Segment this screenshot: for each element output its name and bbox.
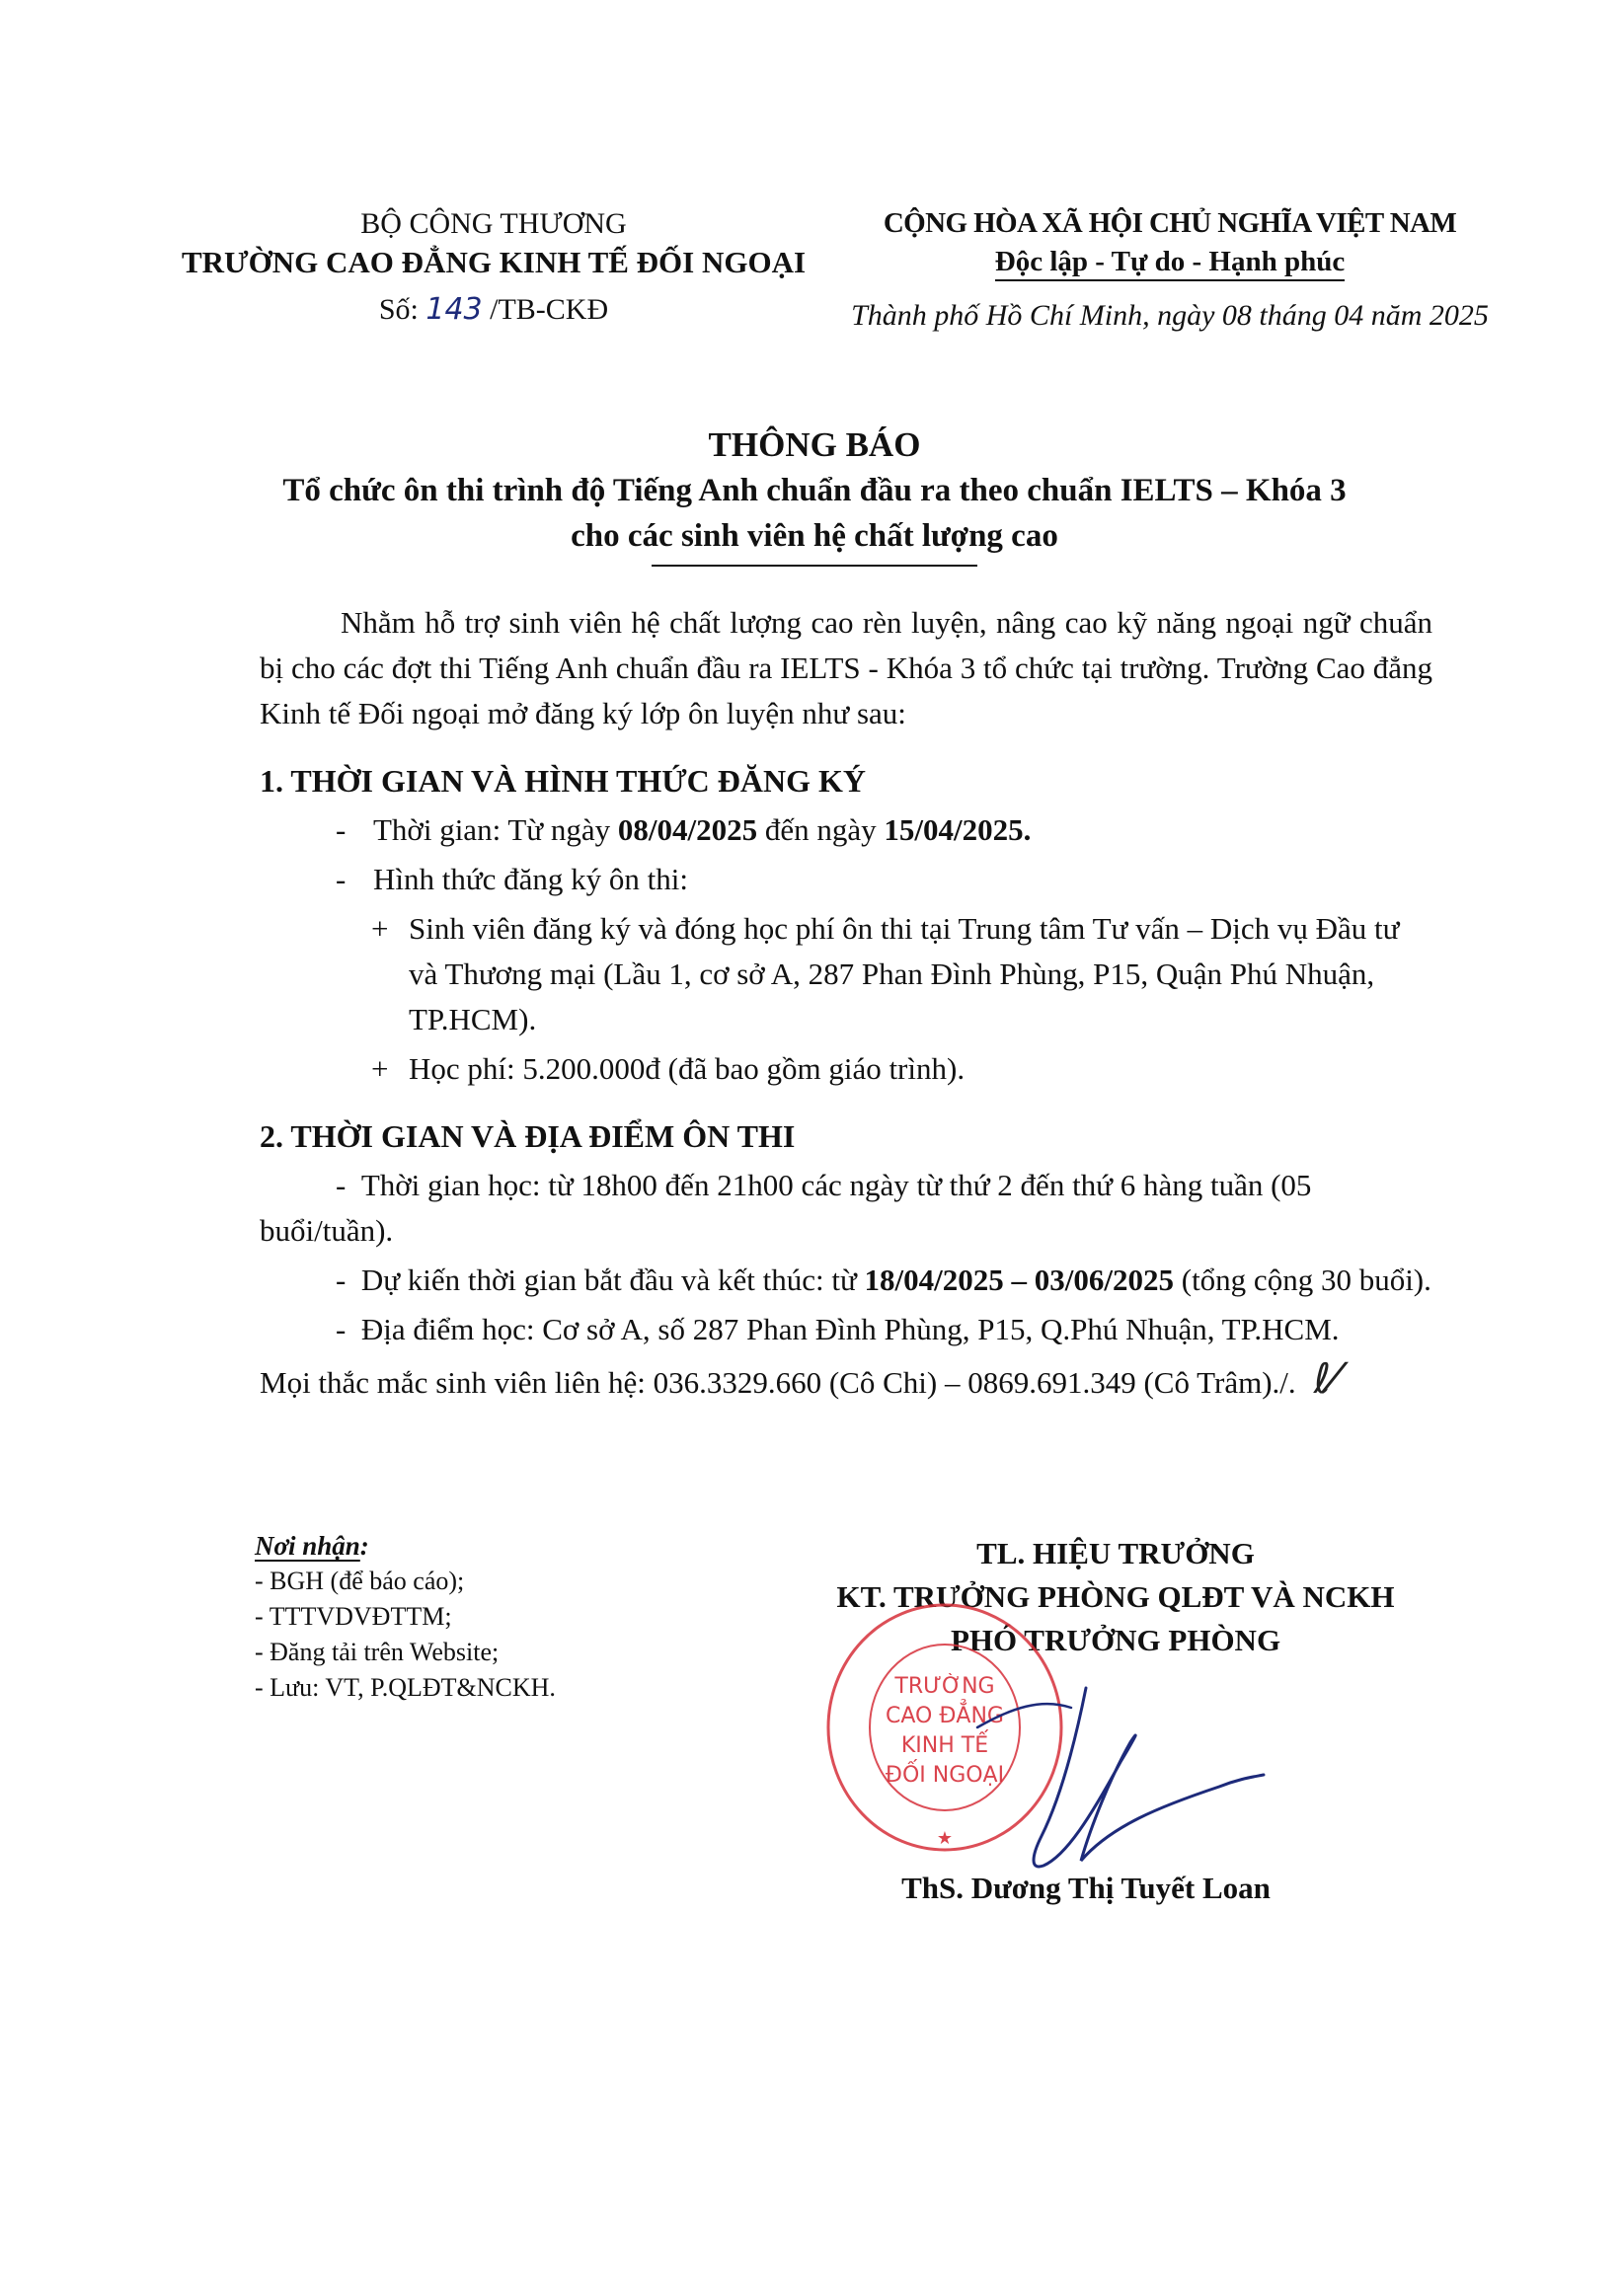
signature-line-3: PHÓ TRƯỞNG PHÒNG (950, 1623, 1281, 1657)
section-2-heading: 2. THỜI GIAN VÀ ĐỊA ĐIỂM ÔN THI (260, 1118, 796, 1154)
contact-info: Mọi thắc mắc sinh viên liên hệ: 036.3329.660 (Cô Chi) – 0869.691.349 (Cô Trâm)./. ℓ⁄ (260, 1354, 1339, 1403)
recipients-title: Nơi nhận: (255, 1531, 369, 1561)
recipient-item: - Lưu: VT, P.QLĐT&NCKH. (255, 1673, 556, 1702)
title-line-2: cho các sinh viên hệ chất lượng cao (571, 518, 1058, 554)
registration-location: + Sinh viên đăng ký và đóng học phí ôn thi tại Trung tâm Tư vấn – Dịch vụ Đầu tư và Thương mại (Lầu 1, cơ sở A, 287 Phan Đình Phùng, P15, Quận Phú Nhuận, TP.HCM). (371, 911, 1400, 1036)
class-schedule: - Thời gian học: từ 18h00 đến 21h00 các ngày từ thứ 2 đến thứ 6 hàng tuần (05 buổi/tuần). (260, 1168, 1312, 1248)
initial-mark: ℓ⁄ (1313, 1354, 1339, 1403)
republic-name: CỘNG HÒA XÃ HỘI CHỦ NGHĨA VIỆT NAM (883, 207, 1457, 239)
document-number (158, 292, 829, 327)
signature-line-2: KT. TRƯỞNG PHÒNG QLĐT VÀ NCKH (836, 1579, 1395, 1614)
registration-form: - Hình thức đăng ký ôn thi: (336, 862, 689, 896)
place-date: Thành phố Hồ Chí Minh, ngày 08 tháng 04 năm 2025 (851, 299, 1489, 332)
seal-line: KINH TẾ (900, 1733, 989, 1758)
seal-line: TRƯỜNG (894, 1674, 995, 1699)
signer-name: ThS. Dương Thị Tuyết Loan (901, 1871, 1271, 1905)
intro-paragraph: Nhằm hỗ trợ sinh viên hệ chất lượng cao rèn luyện, nâng cao kỹ năng ngoại ngữ chuẩn bị cho các đợt thi Tiếng Anh chuẩn đầu ra IELTS - Khóa 3 tổ chức tại trường. Trường Cao đẳng Kinh tế Đối ngoại mở đăng ký lớp ôn luyện như sau: (260, 605, 1432, 730)
school-name: TRƯỜNG CAO ĐẲNG KINH TẾ ĐỐI NGOẠI (181, 245, 807, 279)
class-location: - Địa điểm học: Cơ sở A, số 287 Phan Đình Phùng, P15, Q.Phú Nhuận, TP.HCM. (336, 1312, 1340, 1346)
section-1-heading: 1. THỜI GIAN VÀ HÌNH THỨC ĐĂNG KÝ (260, 763, 866, 799)
issuer-header (158, 207, 829, 327)
doc-no-handwritten: 143 (425, 292, 483, 327)
course-duration: - Dự kiến thời gian bắt đầu và kết thúc: từ 18/04/2025 – 03/06/2025 (tổng cộng 30 buổi). (336, 1263, 1431, 1297)
signature-line-1: TL. HIỆU TRƯỞNG (976, 1536, 1255, 1570)
national-motto: Độc lập - Tự do - Hạnh phúc (995, 246, 1346, 281)
seal-line: ĐỐI NGOẠI (885, 1763, 1005, 1788)
document-body (260, 600, 1432, 1406)
recipient-item: - TTTVDVĐTTM; (255, 1602, 452, 1631)
handwritten-signature (972, 1668, 1269, 1895)
seal-line: CAO ĐẲNG (886, 1704, 1004, 1728)
registration-time: - Thời gian: Từ ngày 08/04/2025 đến ngày 15/04/2025. (336, 812, 1032, 847)
tuition-fee: + Học phí: 5.200.000đ (đã bao gồm giáo trình). (371, 1051, 966, 1086)
seal-star: ★ (936, 1828, 954, 1849)
title-line-1: Tổ chức ôn thi trình độ Tiếng Anh chuẩn đầu ra theo chuẩn IELTS – Khóa 3 (282, 473, 1347, 508)
ministry-name: BỘ CÔNG THƯƠNG (360, 207, 627, 240)
doc-no-suffix: /TB-CKĐ (490, 293, 609, 326)
recipients-block (255, 1528, 729, 1706)
doc-no-prefix: Số: (378, 293, 419, 326)
recipient-item: - BGH (để báo cáo); (255, 1567, 465, 1595)
national-header (829, 207, 1510, 333)
title-underline (652, 565, 977, 567)
document-title (178, 422, 1451, 567)
recipient-item: - Đăng tải trên Website; (255, 1638, 500, 1666)
title-main: THÔNG BÁO (708, 425, 921, 464)
